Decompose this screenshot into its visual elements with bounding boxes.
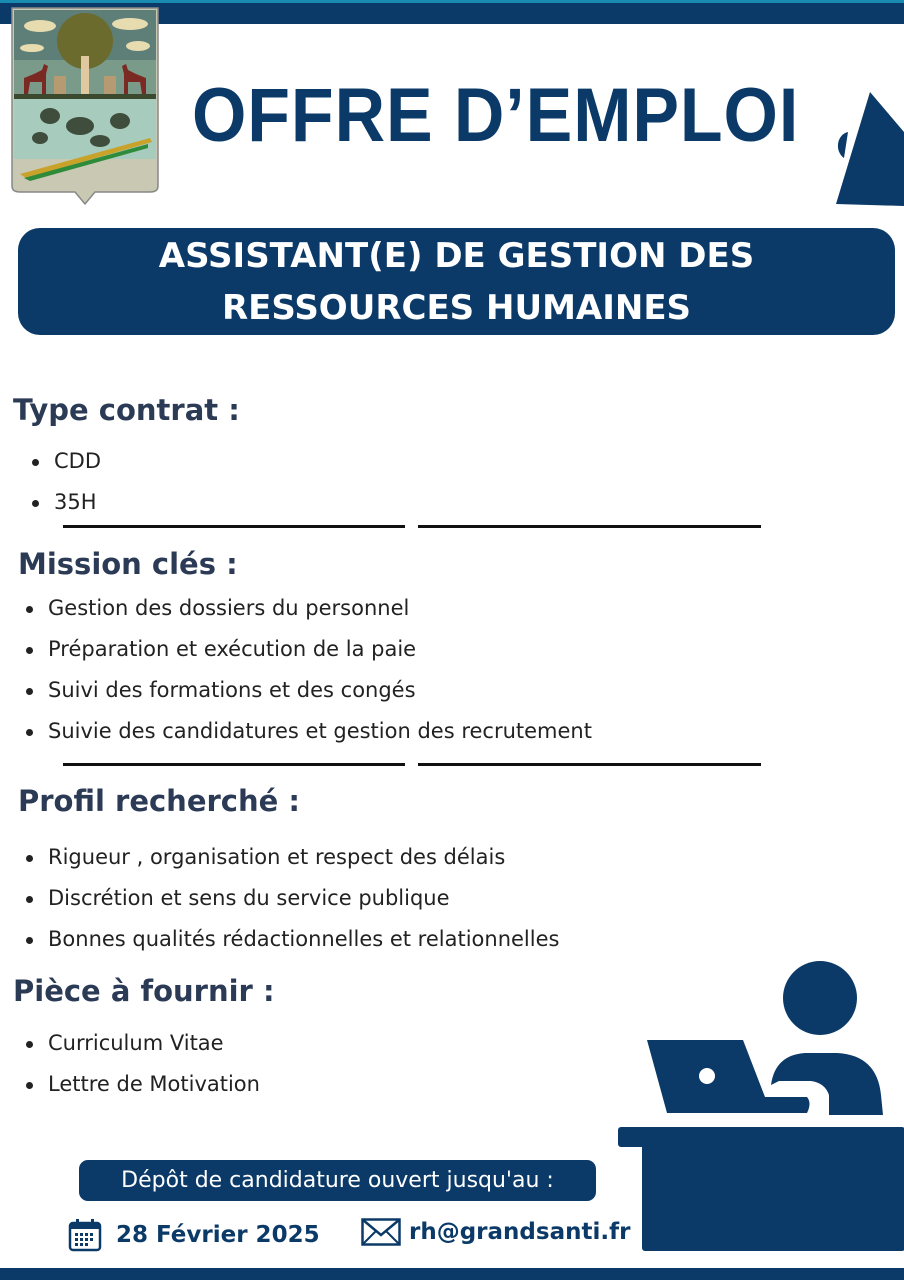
divider — [63, 763, 405, 766]
divider — [63, 525, 405, 528]
job-title-banner — [18, 228, 895, 335]
deadline-info — [68, 1218, 320, 1252]
office-worker-icon — [615, 955, 904, 1255]
list-item: 35H — [28, 482, 101, 523]
email-info — [361, 1218, 630, 1246]
list-item: Suivie des candidatures et gestion des recrutement — [22, 711, 592, 752]
section-title-profile: Profil recherché : — [18, 784, 300, 818]
list-item: Préparation et exécution de la paie — [22, 629, 592, 670]
documents-list — [22, 1023, 260, 1105]
deposit-deadline-label: Dépôt de candidature ouvert jusqu'au : — [79, 1160, 596, 1201]
missions-list — [22, 588, 592, 752]
list-item: Bonnes qualités rédactionnelles et relationnelles — [22, 919, 559, 960]
divider — [418, 763, 761, 766]
list-item: Discrétion et sens du service publique — [22, 878, 559, 919]
contact-email[interactable]: rh@grandsanti.fr — [409, 1219, 631, 1245]
contract-list — [28, 441, 101, 523]
section-title-missions: Mission clés : — [18, 547, 238, 581]
list-item: Rigueur , organisation et respect des délais — [22, 837, 559, 878]
job-title-line1: ASSISTANT(E) DE GESTION DES — [158, 236, 755, 276]
deadline-date: 28 Février 2025 — [116, 1222, 320, 1248]
section-title-documents: Pièce à fournir : — [13, 974, 275, 1008]
list-item: Gestion des dossiers du personnel — [22, 588, 592, 629]
list-item: Suivi des formations et des congés — [22, 670, 592, 711]
calendar-icon — [68, 1218, 102, 1252]
crest-icon — [10, 6, 160, 206]
divider — [418, 525, 761, 528]
bottom-bar — [0, 1268, 904, 1280]
mail-icon — [361, 1218, 401, 1246]
page-title: OFFRE D’EMPLOI — [192, 73, 800, 158]
horn-icon — [830, 92, 904, 206]
section-title-contract: Type contrat : — [13, 393, 240, 427]
list-item: Lettre de Motivation — [22, 1064, 260, 1105]
job-title-line2: RESSOURCES HUMAINES — [221, 288, 692, 328]
profile-list — [22, 837, 559, 960]
list-item: CDD — [28, 441, 101, 482]
list-item: Curriculum Vitae — [22, 1023, 260, 1064]
